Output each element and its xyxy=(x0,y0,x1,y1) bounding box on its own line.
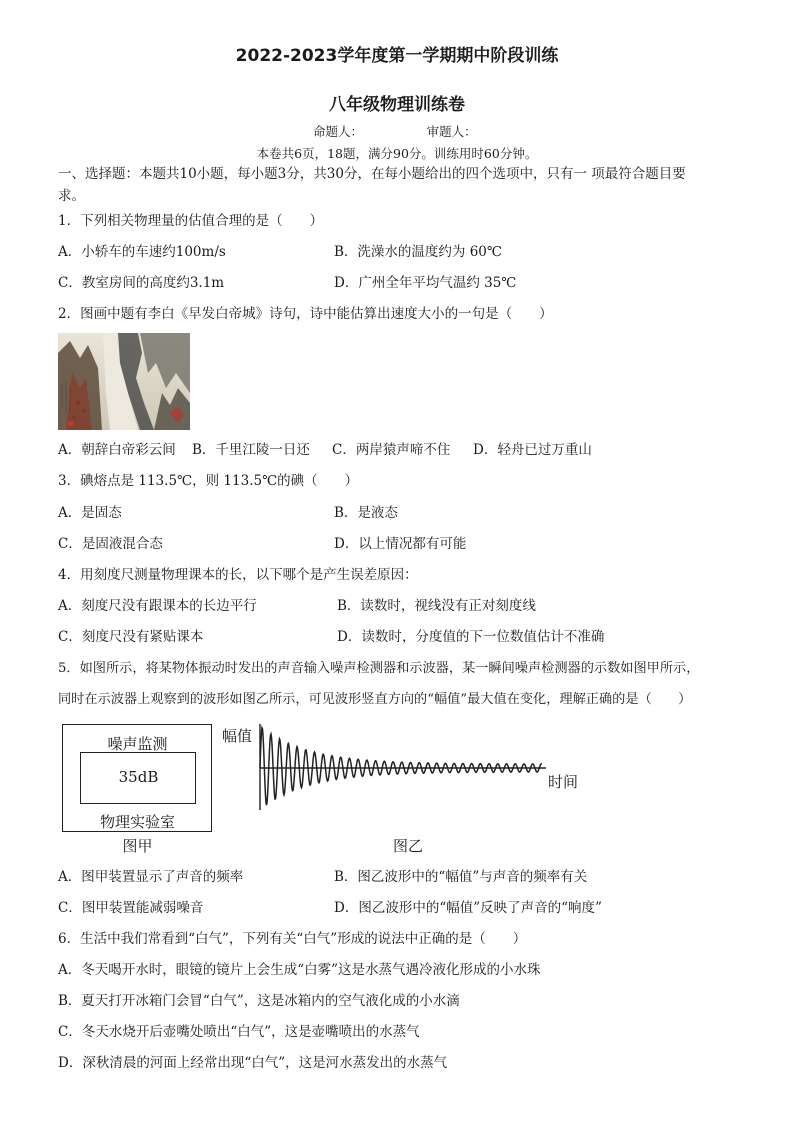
figure-jia-caption: 图甲 xyxy=(122,837,153,855)
exam-subtitle: 八年级物理训练卷 xyxy=(329,95,465,115)
q6-option-c: C．冬天水烧开后壶嘴处喷出“白气”，这是壶嘴喷出的水蒸气 xyxy=(58,1024,420,1040)
q1-option-d: D．广州全年平均气温约 35℃ xyxy=(334,275,517,291)
q5-option-d: D．图乙波形中的“幅值”反映了声音的“响度” xyxy=(334,900,602,916)
q3-option-a: A．是固态 xyxy=(58,505,122,521)
noise-monitor-label: 噪声监测 xyxy=(107,735,168,753)
q1-option-b: B．洗澡水的温度约为 60℃ xyxy=(334,244,502,260)
q3-option-b: B．是液态 xyxy=(334,505,398,521)
exam-info: 本卷共6页，18题，满分90分。训练用时60分钟。 xyxy=(256,146,538,161)
q6-option-b: B．夏天打开冰箱门会冒“白气”，这是冰箱内的空气液化成的小水滴 xyxy=(58,993,460,1009)
q6-option-a: A．冬天喝开水时，眼镜的镜片上会生成“白雾”这是水蒸气遇冷液化形成的小水珠 xyxy=(58,962,541,978)
q4-option-a: A．刻度尺没有跟课本的长边平行 xyxy=(58,598,257,614)
amplitude-axis-label: 幅值 xyxy=(222,727,253,745)
q2-option-a: A．朝辞白帝彩云间 xyxy=(58,442,176,458)
q6-stem: 6．生活中我们常看到“白气”，下列有关“白气”形成的说法中正确的是（ ） xyxy=(58,931,527,947)
q1-option-c: C．教室房间的高度约3.1m xyxy=(58,275,225,291)
q3-option-c: C．是固液混合态 xyxy=(58,536,163,552)
decaying-waveform xyxy=(260,728,542,805)
landscape-painting xyxy=(58,333,190,430)
author-line: 命题人： 审题人： xyxy=(313,124,477,139)
q3-option-d: D．以上情况都有可能 xyxy=(334,536,467,552)
section-intro-line2: 求。 xyxy=(58,188,85,204)
q6-option-d: D．深秋清晨的河面上经常出现“白气”，这是河水蒸发出的水蒸气 xyxy=(58,1055,448,1071)
q4-option-b: B．读数时，视线没有正对刻度线 xyxy=(337,598,536,614)
q1-stem: 1．下列相关物理量的估值合理的是（ ） xyxy=(58,213,324,229)
lab-label: 物理实验室 xyxy=(99,813,175,831)
q2-stem: 2．图画中题有李白《早发白帝城》诗句，诗中能估算出速度大小的一句是（ ） xyxy=(58,306,553,322)
q2-option-d: D．轻舟已过万重山 xyxy=(473,442,592,458)
noise-monitor-reading: 35dB xyxy=(118,768,159,786)
q2-option-c: C．两岸猿声啼不住 xyxy=(332,442,451,458)
waveform-plot xyxy=(222,720,552,820)
time-axis-label: 时间 xyxy=(548,773,579,791)
exam-title: 2022-2023学年度第一学期期中阶段训练 xyxy=(235,46,559,66)
q5-stem-line1: 5．如图所示，将某物体振动时发出的声音输入噪声检测器和示波器，某一瞬间噪声检测器的示数如图甲所示， xyxy=(58,661,700,676)
q4-stem: 4．用刻度尺测量物理课本的长，以下哪个是产生误差原因： xyxy=(58,567,418,583)
q1-option-a: A．小轿车的车速约100m/s xyxy=(58,244,226,260)
q5-stem-line2: 同时在示波器上观察到的波形如图乙所示，可见波形竖直方向的“幅值”最大值在变化，理解正确的是（ ） xyxy=(58,692,692,707)
q4-option-d: D．读数时，分度值的下一位数值估计不准确 xyxy=(337,629,605,645)
section-intro-line1: 一、选择题：本题共10小题，每小题3分，共30分，在每小题给出的四个选项中，只有一 项最符合题目要 xyxy=(58,166,686,182)
q5-option-b: B．图乙波形中的“幅值”与声音的频率有关 xyxy=(334,869,588,885)
q3-stem: 3．碘熔点是 113.5℃，则 113.5℃的碘（ ） xyxy=(58,473,359,489)
q5-option-a: A．图甲装置显示了声音的频率 xyxy=(58,869,244,885)
q4-option-c: C．刻度尺没有紧贴课本 xyxy=(58,629,204,645)
figure-yi-caption: 图乙 xyxy=(393,837,424,855)
q2-option-b: B．千里江陵一日还 xyxy=(192,442,310,458)
q5-option-c: C．图甲装置能减弱噪音 xyxy=(58,900,204,916)
